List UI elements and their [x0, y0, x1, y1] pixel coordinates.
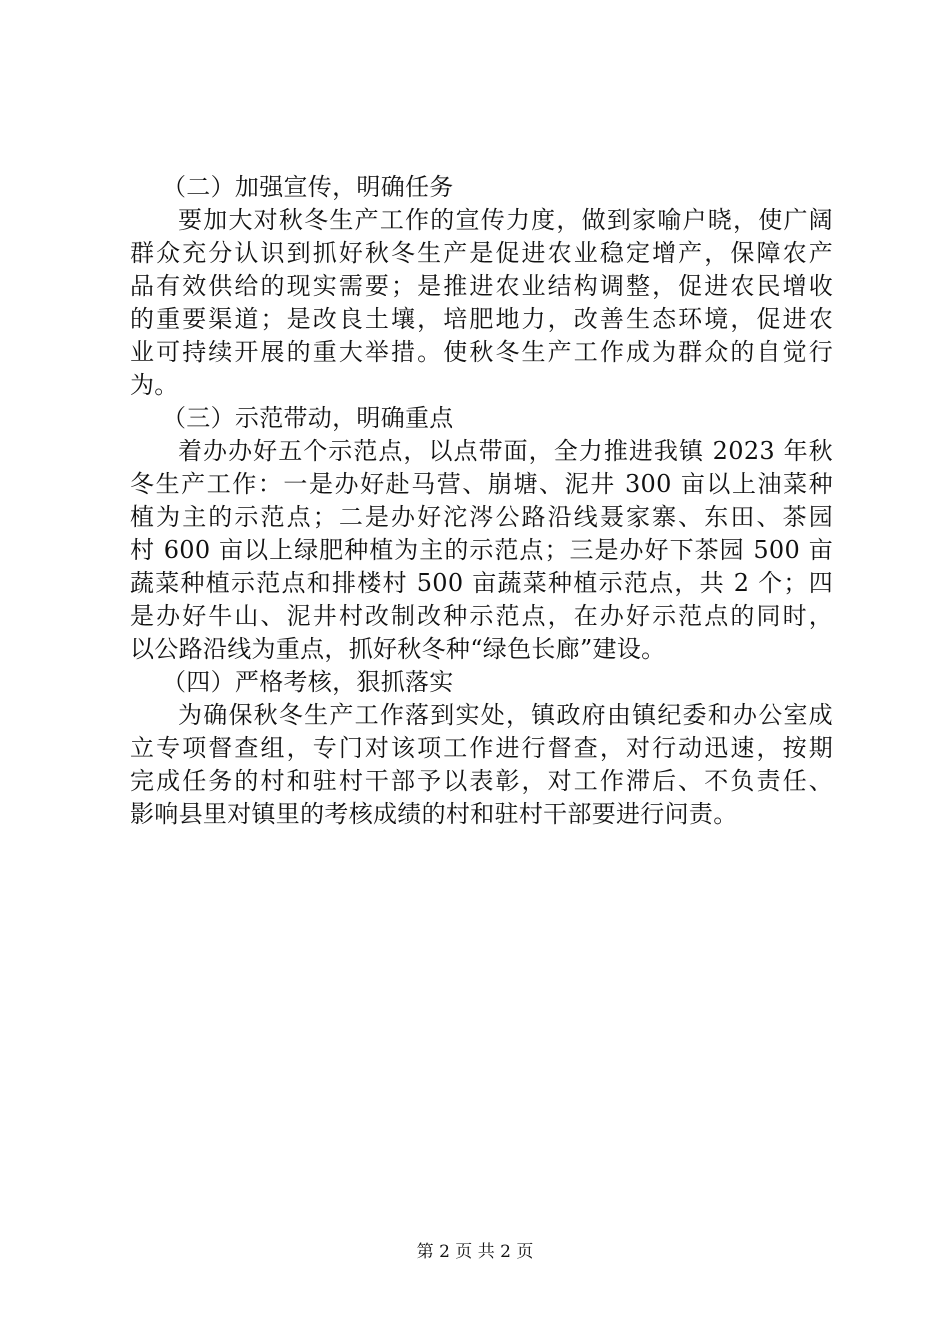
paragraph-line: 以公路沿线为重点，抓好秋冬种“绿色长廊”建设。 [130, 635, 666, 663]
paragraph-line: 要加大对秋冬生产工作的宣传力度，做到家喻户晓，使广阔 [178, 206, 833, 234]
paragraph-line: 的重要渠道；是改良土壤，培肥地力，改善生态环境，促进农 [130, 305, 833, 333]
paragraph-line: 是办好牛山、泥井村改制改种示范点，在办好示范点的同时， [130, 602, 833, 630]
paragraph-line: 村 600 亩以上绿肥种植为主的示范点；三是办好下茶园 500 亩 [130, 536, 833, 564]
document-body [130, 171, 833, 831]
paragraph-line: 为。 [130, 371, 179, 399]
page-footer: 第 2 页 共 2 页 [416, 1242, 534, 1262]
paragraph-line: 业可持续开展的重大举措。使秋冬生产工作成为群众的自觉行 [130, 338, 833, 366]
paragraph-line: 影响县里对镇里的考核成绩的村和驻村干部要进行问责。 [130, 800, 738, 828]
paragraph-line: 完成任务的村和驻村干部予以表彰，对工作滞后、不负责任、 [130, 767, 833, 795]
section-heading: （三）示范带动，明确重点 [162, 404, 454, 432]
paragraph-line: 植为主的示范点；二是办好沱涔公路沿线聂家寨、东田、茶园 [130, 503, 833, 531]
section-heading: （四）严格考核，狠抓落实 [162, 668, 454, 696]
paragraph-line: 着办办好五个示范点，以点带面，全力推进我镇 2023 年秋 [178, 437, 833, 465]
paragraph-line: 蔬菜种植示范点和排楼村 500 亩蔬菜种植示范点，共 2 个；四 [130, 569, 833, 597]
paragraph-line: 立专项督查组，专门对该项工作进行督查，对行动迅速，按期 [130, 734, 833, 762]
paragraph-line: 群众充分认识到抓好秋冬生产是促进农业稳定增产，保障农产 [130, 239, 833, 267]
paragraph-line: 为确保秋冬生产工作落到实处，镇政府由镇纪委和办公室成 [178, 701, 833, 729]
paragraph-line: 冬生产工作：一是办好赴马营、崩塘、泥井 300 亩以上油菜种 [130, 470, 833, 498]
paragraph-line: 品有效供给的现实需要；是推进农业结构调整，促进农民增收 [130, 272, 833, 300]
section-heading: （二）加强宣传，明确任务 [162, 173, 454, 201]
